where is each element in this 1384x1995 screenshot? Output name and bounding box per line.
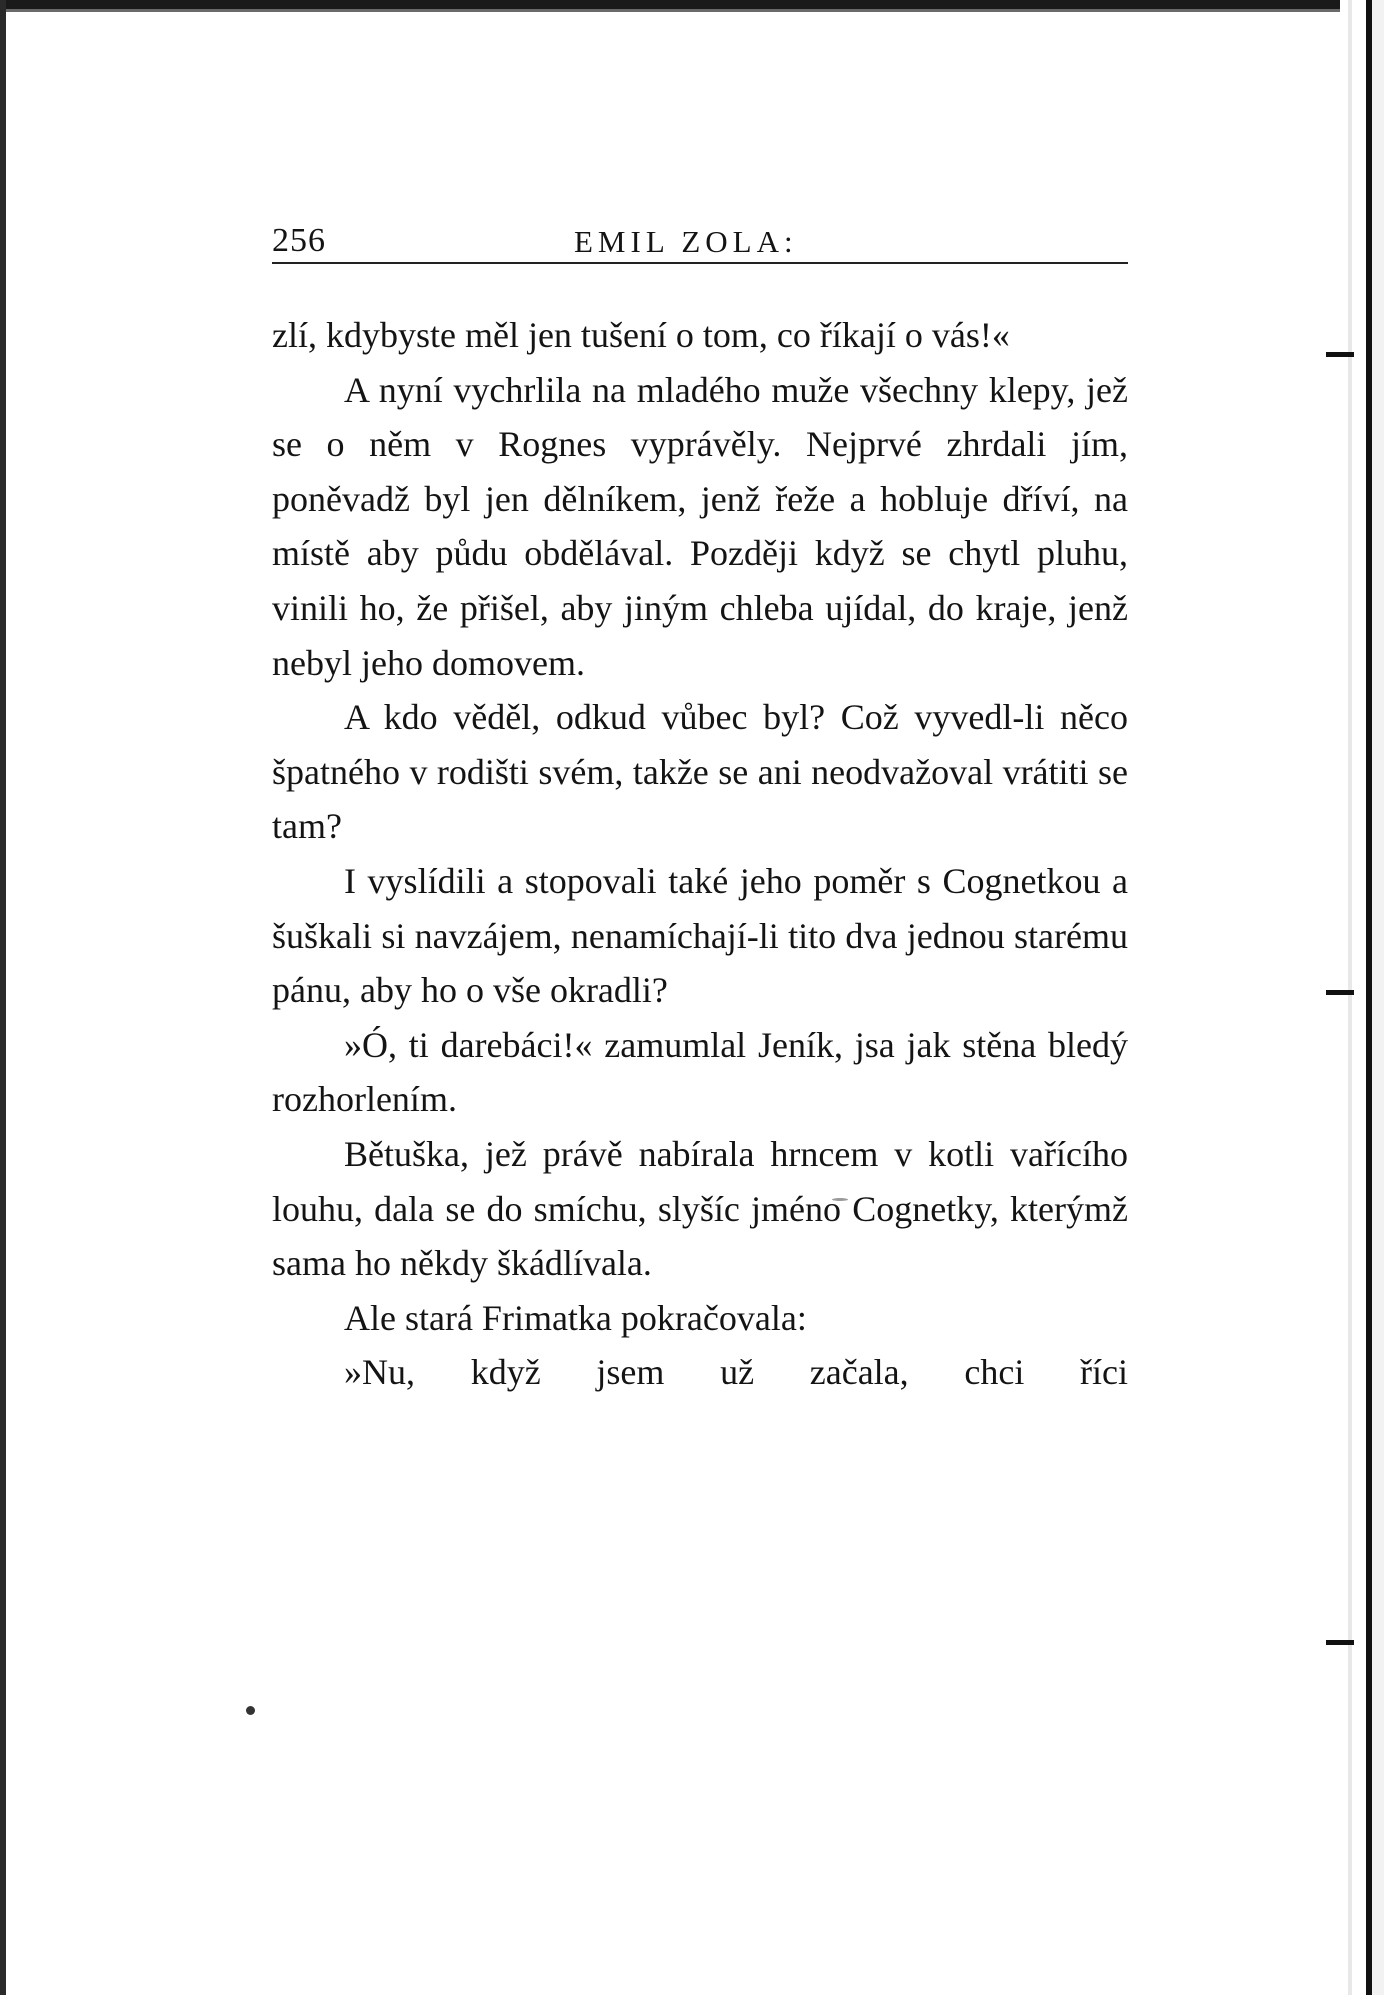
page-number: 256 xyxy=(272,222,326,259)
page-header xyxy=(272,210,1128,264)
paragraph: A nyní vychrlila na mladého muže všechny klepy, jež se o něm v Rognes vyprávěly. Nejprvé zhrdali jím, poněvadž byl jen dělníkem, jenž řeže a hobluje dříví, na místě aby půdu obdělával. Později když se chytl pluhu, vinili ho, že přišel, aby jiným chleba ujídal, do kraje, jenž nebyl jeho domovem. xyxy=(272,369,1128,683)
scan-left-border xyxy=(0,0,6,1995)
paragraph: »Ó, ti darebáci!« zamumlal Jeník, jsa jak stěna bledý rozhorlením. xyxy=(272,1024,1128,1120)
book-page xyxy=(272,210,1128,1400)
paragraph: A kdo věděl, odkud vůbec byl? Což vyvedl-li něco špatného v rodišti svém, takže se ani neodvažoval vrátiti se tam? xyxy=(272,697,1128,847)
paragraph: »Nu, když jsem už začala, chci říci xyxy=(344,1352,1128,1393)
paragraph: zlí, kdybyste měl jen tušení o tom, co říkají o vás!« xyxy=(272,315,1010,355)
scan-speck xyxy=(246,1706,255,1715)
scan-edge-mark xyxy=(1326,1640,1354,1645)
scan-edge-mark xyxy=(1326,990,1354,995)
paragraph: Bětuška, jež právě nabírala hrncem v kotli vařícího louhu, dala se do smíchu, slyšíc jméno Cognetky, kterýmž sama ho někdy škádlívala. xyxy=(272,1133,1128,1284)
paragraph: I vyslídili a stopovali také jeho poměr s Cognetkou a šuškali si navzájem, nenamíchají-li tito dva jednou starému pánu, aby ho o vše okradli? xyxy=(272,860,1128,1011)
paragraph: Ale stará Frimatka pokračovala: xyxy=(344,1297,807,1338)
scan-right-edge xyxy=(1340,0,1384,1995)
scan-top-border xyxy=(0,0,1384,16)
page-body xyxy=(272,308,1128,1400)
running-head: EMIL ZOLA: xyxy=(574,224,798,259)
scan-edge-mark xyxy=(1326,352,1354,357)
